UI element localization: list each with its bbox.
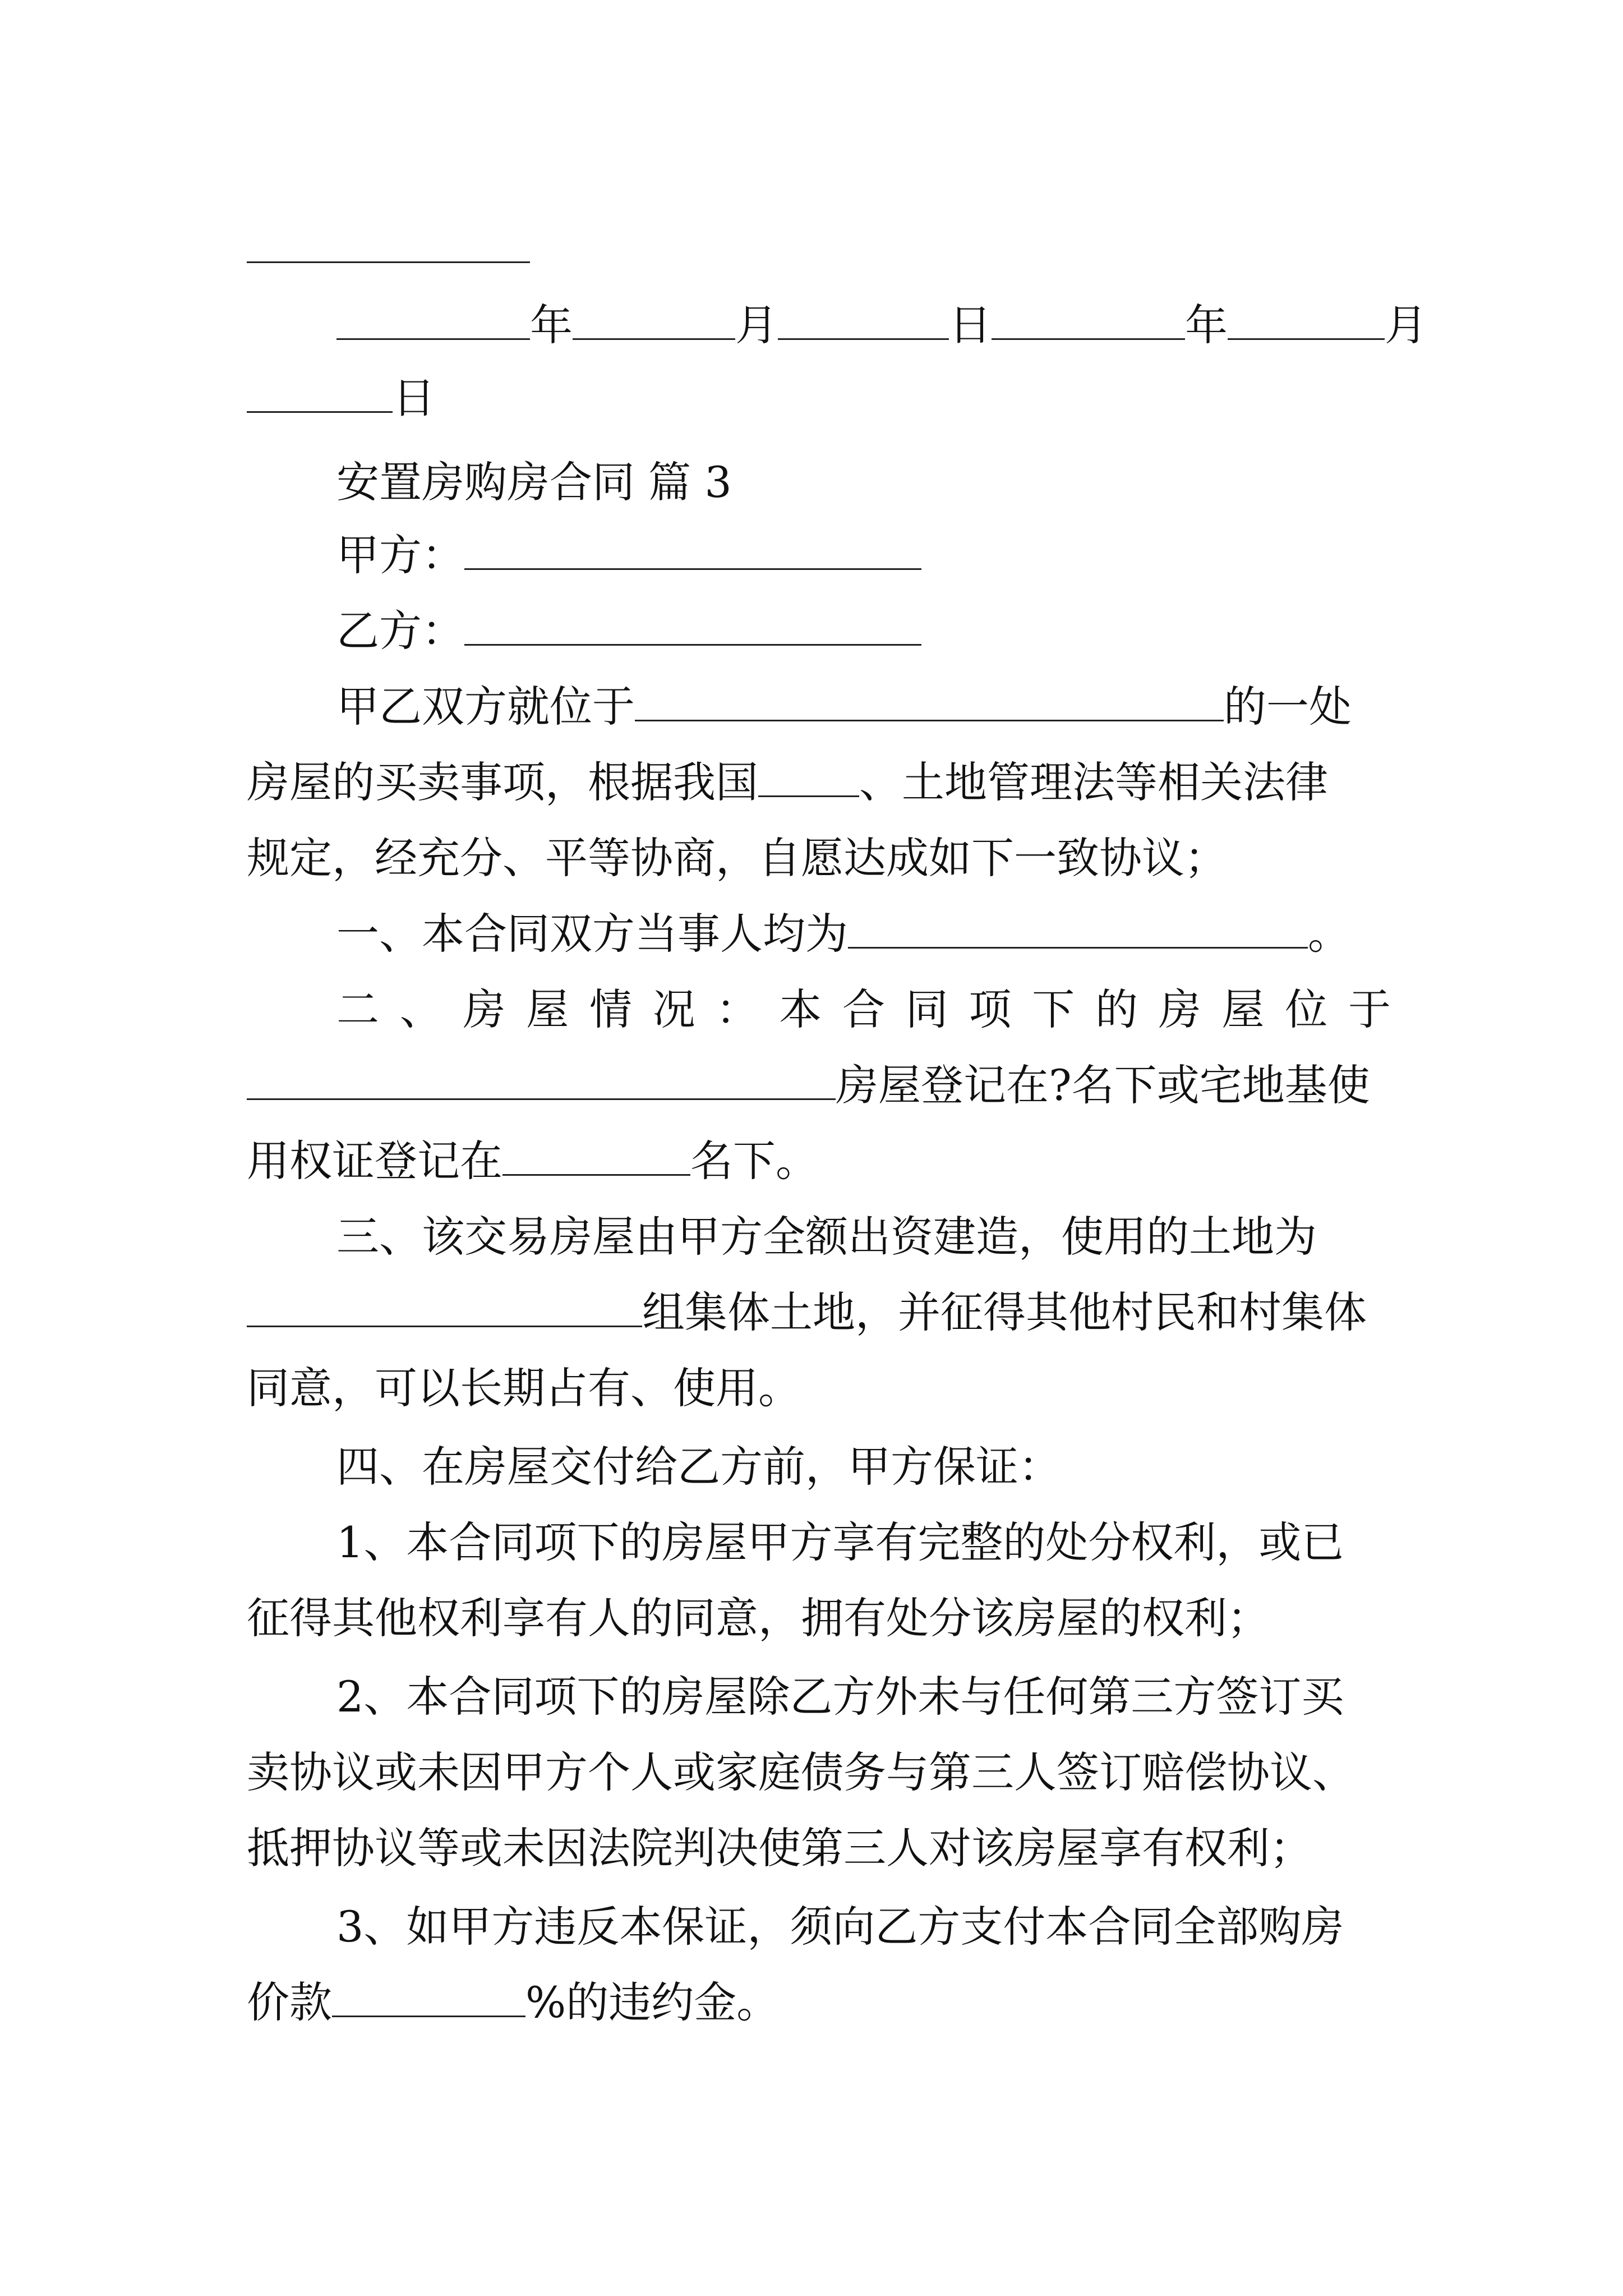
intro-line-1 (336, 673, 1391, 740)
intro-line-3: 规定，经充分、平等协商，自愿达成如下一致协议； (247, 833, 1227, 883)
registrant-blank (502, 1130, 690, 1176)
village-group-blank (247, 1282, 642, 1327)
clause-text: 用权证登记在 (247, 1136, 502, 1186)
penalty-percent-blank (332, 1972, 525, 2017)
law-blank (758, 752, 859, 797)
signature-blank (247, 261, 530, 263)
year-label: 年 (530, 300, 573, 350)
party-b-line (336, 597, 1391, 665)
clause-4-item-2: 2、本合同项下的房屋除乙方外未与任何第三方签订买 (336, 1672, 1344, 1722)
intro-text: 、土地管理法等相关法律 (859, 757, 1328, 807)
clause-text: 房屋登记在?名下或宅地基使 (836, 1060, 1370, 1110)
house-location-blank (247, 1055, 836, 1100)
clause-4-item-2-cont: 卖协议或未因甲方个人或家庭债务与第三人签订赔偿协议、 (247, 1747, 1355, 1797)
year-blank (992, 295, 1185, 340)
intro-text: 甲乙双方就位于 (336, 682, 635, 731)
day-blank (247, 367, 393, 413)
year-blank (336, 295, 530, 340)
date-line-continued (247, 365, 1391, 432)
clause-1 (336, 900, 1391, 968)
location-blank (635, 676, 1224, 721)
clause-4-title: 四、在房屋交付给乙方前，甲方保证： (336, 1442, 1061, 1492)
clause-4-item-1: 1、本合同项下的房屋甲方享有完整的处分权利，或已 (336, 1517, 1344, 1567)
month-blank (573, 295, 735, 340)
day-blank (778, 295, 949, 340)
year-label: 年 (1185, 300, 1228, 350)
month-label: 月 (1385, 300, 1427, 350)
month-blank (1228, 295, 1385, 340)
party-b-blank (464, 600, 921, 646)
month-label: 月 (735, 300, 778, 350)
date-line (336, 292, 1427, 359)
intro-line-2 (247, 749, 1391, 816)
clause-text: 一、本合同双方当事人均为 (336, 909, 848, 959)
day-label: 日 (393, 373, 435, 423)
party-status-blank (848, 903, 1308, 949)
clause-2-line-3 (247, 1128, 1391, 1195)
clause-text: 名下。 (690, 1136, 818, 1186)
clause-2-line-1: 二、房屋情况：本合同项下的房屋位于 (336, 984, 1391, 1034)
clause-3-line-3: 同意，可以长期占有、使用。 (247, 1363, 801, 1413)
clause-3-line-1: 三、该交易房屋由甲方全额出资建造，使用的土地为 (336, 1212, 1317, 1262)
intro-text: 的一处 (1224, 682, 1352, 731)
clause-4-item-3: 3、如甲方违反本保证，须向乙方支付本合同全部购房 (336, 1902, 1344, 1952)
party-b-label: 乙方： (336, 606, 464, 656)
party-a-blank (464, 524, 921, 570)
clause-text: 组集体土地，并征得其他村民和村集体 (642, 1287, 1367, 1337)
clause-4-item-1-cont: 征得其他权利享有人的同意，拥有处分该房屋的权利； (247, 1593, 1270, 1643)
intro-text: 房屋的买卖事项，根据我国 (247, 757, 758, 807)
section-heading: 安置房购房合同 篇 3 (336, 457, 732, 507)
clause-2-line-2 (247, 1052, 1391, 1119)
clause-4-item-3-cont (247, 1969, 1391, 2036)
clause-4-item-2-cont: 抵押协议等或未因法院判决使第三人对该房屋享有权利； (247, 1823, 1312, 1873)
clause-text: 价款 (247, 1977, 332, 2027)
party-a-label: 甲方： (336, 530, 464, 580)
clause-3-line-2 (247, 1279, 1391, 1346)
party-a-line (336, 522, 1391, 589)
clause-text: %的违约金。 (525, 1977, 780, 2027)
clause-text: 。 (1308, 909, 1350, 959)
day-label: 日 (949, 300, 992, 350)
